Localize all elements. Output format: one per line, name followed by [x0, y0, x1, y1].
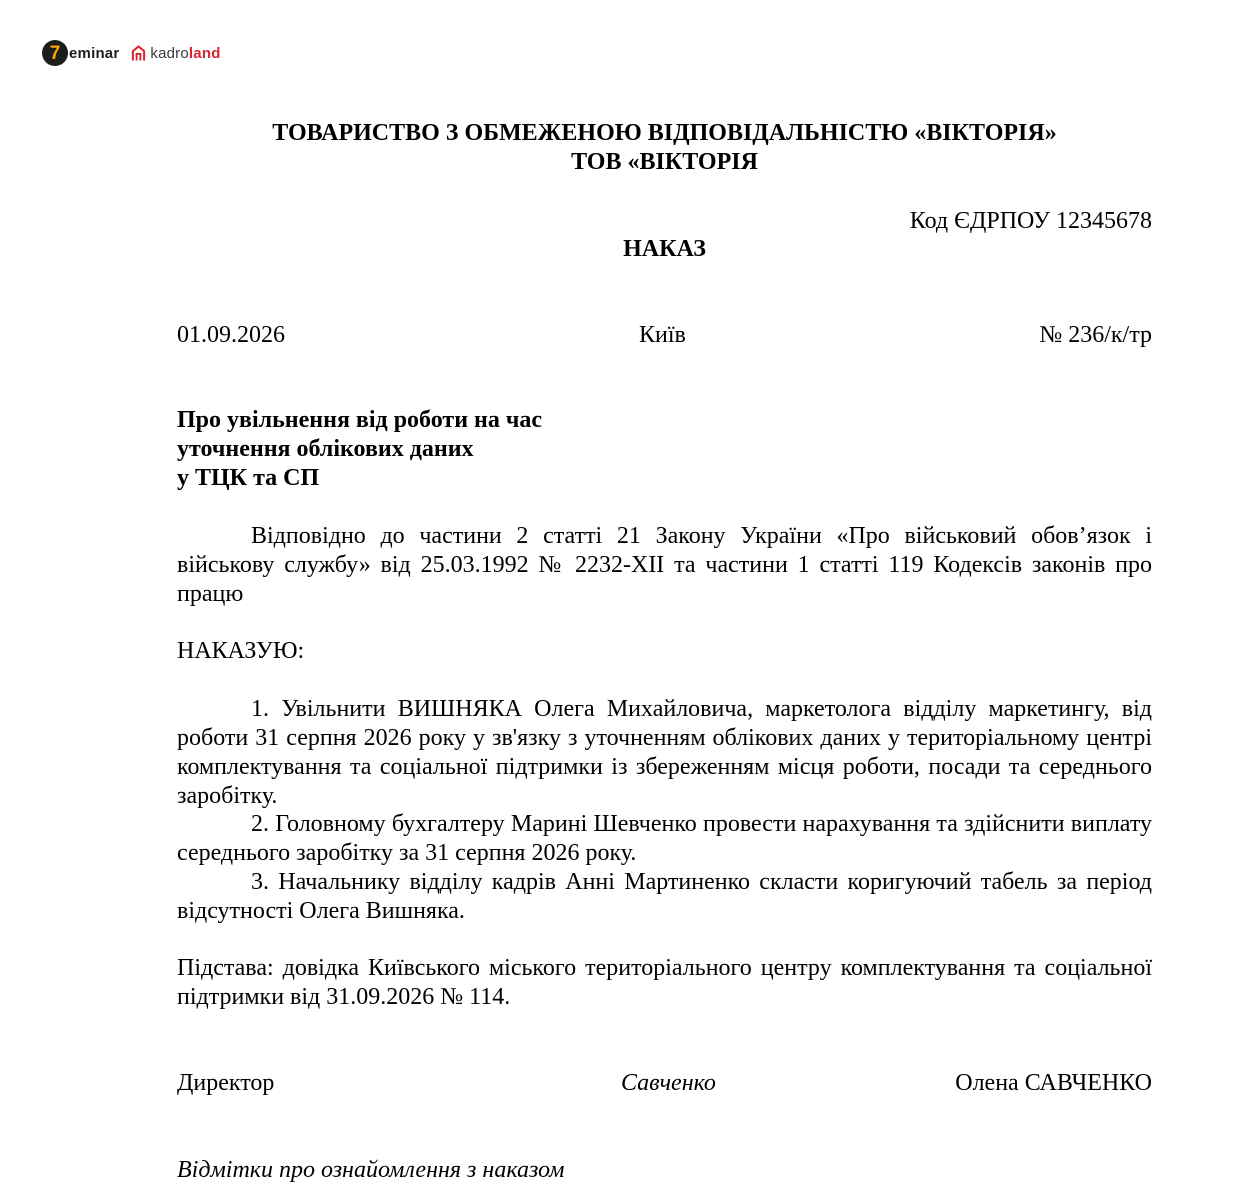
basis-paragraph: Підстава: довідка Київського міського територіального центру комплектування та соціальної підтримки від 31.09.2026 № 114.	[177, 955, 1152, 1010]
seminar-logo	[42, 40, 119, 66]
subject-line-3: у ТЦК та СП	[177, 465, 320, 491]
acquaintance-note: Відмітки про ознайомлення з наказом	[177, 1157, 565, 1183]
signature-block	[177, 1068, 1152, 1098]
document-title: НАКАЗ	[623, 236, 706, 262]
kadroland-logo-text	[150, 45, 220, 62]
handwritten-signature: Савченко	[621, 1070, 716, 1096]
order-item-2: 2. Головному бухгалтеру Марині Шевченко провести нарахування та здійснити виплату середнього заробітку за 31 серпня 2026 року.	[177, 811, 1152, 866]
order-word: НАКАЗУЮ:	[177, 638, 305, 664]
kadroland-logo	[131, 44, 220, 62]
document-city: Київ	[639, 322, 686, 348]
document-number: № 236/к/тр	[1039, 322, 1152, 348]
seminar-seven-badge: 7	[42, 40, 68, 66]
organization-short-name: ТОВ «ВІКТОРІЯ	[571, 149, 758, 175]
signer-name: Олена САВЧЕНКО	[955, 1070, 1152, 1096]
order-item-3: 3. Начальнику відділу кадрів Анні Мартиненко скласти коригуючий табель за період відсутності Олега Вишняка.	[177, 869, 1152, 924]
signer-position: Директор	[177, 1070, 275, 1096]
subject-line-1: Про увільнення від роботи на час	[177, 407, 543, 433]
header-logos	[42, 38, 221, 68]
subject-line-2: уточнення облікових даних	[177, 436, 474, 462]
kadroland-text-land: land	[188, 44, 221, 62]
document-subject	[177, 406, 542, 493]
organization-full-name: ТОВАРИСТВО З ОБМЕЖЕНОЮ ВІДПОВІДАЛЬНІСТЮ «ВІКТОРІЯ»	[272, 120, 1057, 146]
kadroland-text-kadro: kadro	[150, 44, 189, 62]
edrpou-code: Код ЄДРПОУ 12345678	[909, 208, 1152, 234]
kadroland-house-icon	[131, 44, 146, 62]
order-item-1: 1. Увільнити ВИШНЯКА Олега Михайловича, маркетолога відділу маркетингу, від роботи 31 серпня 2026 року у зв'язку з уточненням облікових даних у територіальному центрі комплектування та соціальної підтримки із збереженням місця роботи, посади та середнього заробітку.	[177, 696, 1152, 809]
seminar-logo-text: eminar	[69, 44, 120, 62]
preamble-paragraph: Відповідно до частини 2 статті 21 Закону України «Про військовий обов’язок і військову службу» від 25.03.1992 № 2232-XII та частини 1 статті 119 Кодексів законів про працю	[177, 523, 1152, 607]
document-date: 01.09.2026	[177, 322, 285, 348]
document-meta-row	[177, 320, 1152, 350]
